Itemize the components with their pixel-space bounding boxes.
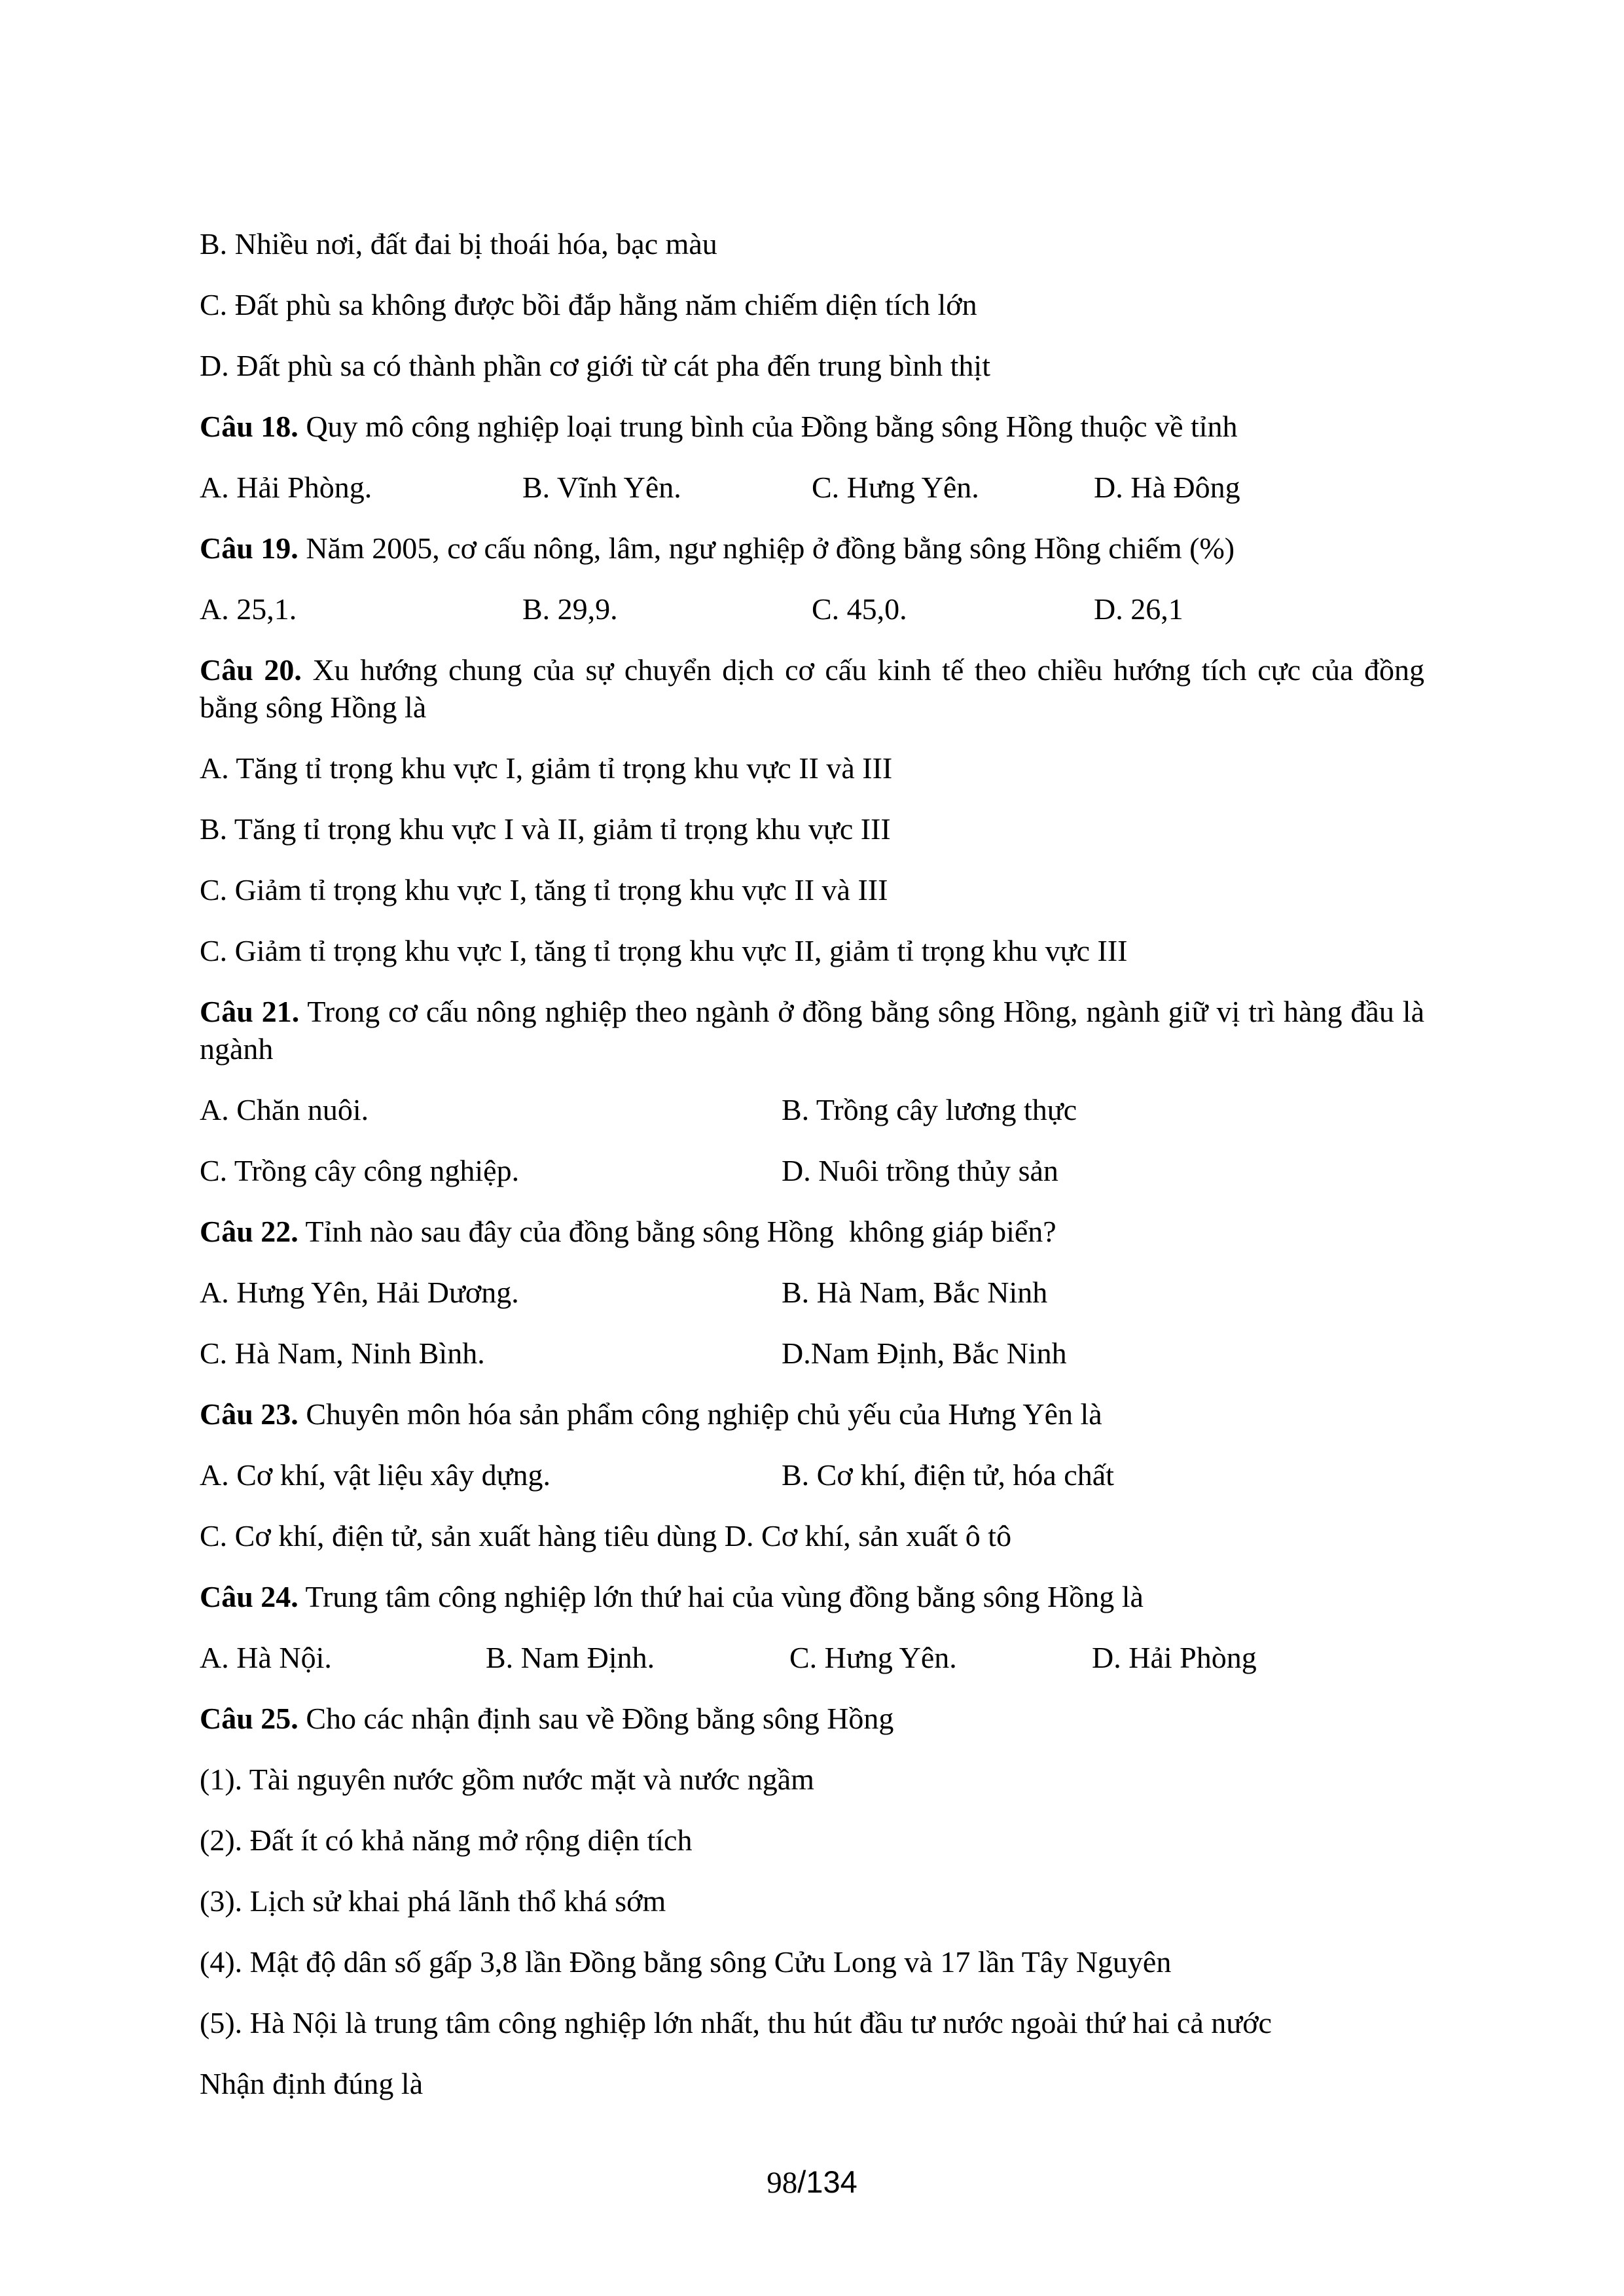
question-20-option-c2: C. Giảm tỉ trọng khu vực I, tăng tỉ trọng khu vực II, giảm tỉ trọng khu vực III [200, 934, 1128, 967]
question-21-options-ab [200, 1091, 1424, 1128]
question-18-text: Quy mô công nghiệp loại trung bình của Đồng bằng sông Hồng thuộc về tỉnh [298, 410, 1238, 443]
question-24-text: Trung tâm công nghiệp lớn thứ hai của vùng đồng bằng sông Hồng là [298, 1580, 1144, 1613]
page-number [0, 2163, 1624, 2202]
question-22-options-ab [200, 1274, 1424, 1311]
statement-3: (3). Lịch sử khai phá lãnh thổ khá sớm [200, 1884, 666, 1918]
question-19-text: Năm 2005, cơ cấu nông, lâm, ngư nghiệp ở đồng bằng sông Hồng chiếm (%) [298, 531, 1235, 565]
option-c: C. Hà Nam, Ninh Bình. [200, 1336, 485, 1370]
option-a: A. Chăn nuôi. [200, 1093, 369, 1126]
question-19-title [200, 529, 1424, 567]
question-24-options [200, 1639, 1424, 1676]
question-20-number: Câu 20. [200, 653, 302, 687]
carryover-option-d: D. Đất phù sa có thành phần cơ giới từ cát pha đến trung bình thịt [200, 349, 990, 382]
question-22-options-cd [200, 1335, 1424, 1372]
question-23-title [200, 1395, 1424, 1433]
question-23-options-ab [200, 1456, 1424, 1494]
question-20-title [200, 651, 1432, 726]
document-body [200, 225, 1432, 2126]
question-18-title [200, 408, 1424, 445]
option-b: B. Nam Định. [486, 1641, 655, 1674]
question-22-text: Tỉnh nào sau đây của đồng bằng sông Hồng không giáp biển? [298, 1215, 1056, 1248]
question-23-text: Chuyên môn hóa sản phẩm công nghiệp chủ yếu của Hưng Yên là [298, 1397, 1102, 1431]
option-c: C. 45,0. [812, 592, 907, 626]
option-b: B. 29,9. [522, 592, 618, 626]
option-b: B. Vĩnh Yên. [522, 471, 681, 504]
question-23-number: Câu 23. [200, 1397, 298, 1431]
question-25-title [200, 1700, 1424, 1737]
option-c: C. Hưng Yên. [812, 471, 979, 504]
option-a: A. 25,1. [200, 592, 297, 626]
question-18-options [200, 469, 1424, 506]
option-a: A. Hải Phòng. [200, 471, 372, 504]
question-23-options-cd: C. Cơ khí, điện tử, sản xuất hàng tiêu dùng D. Cơ khí, sản xuất ô tô [200, 1519, 1012, 1552]
option-a: A. Hà Nội. [200, 1641, 332, 1674]
page-number-total: /134 [797, 2164, 857, 2199]
question-24-title [200, 1578, 1424, 1615]
question-25-text: Cho các nhận định sau về Đồng bằng sông Hồng [298, 1702, 894, 1735]
statement-1: (1). Tài nguyên nước gồm nước mặt và nước ngầm [200, 1763, 814, 1796]
option-a: A. Cơ khí, vật liệu xây dựng. [200, 1458, 551, 1492]
question-22-title [200, 1213, 1424, 1250]
option-d: D. Hải Phòng [1092, 1641, 1257, 1674]
question-24-number: Câu 24. [200, 1580, 298, 1613]
option-c: C. Trồng cây công nghiệp. [200, 1154, 520, 1187]
question-21-options-cd [200, 1152, 1424, 1189]
option-b: B. Cơ khí, điện tử, hóa chất [782, 1458, 1114, 1492]
statement-4: (4). Mật độ dân số gấp 3,8 lần Đồng bằng sông Cửu Long và 17 lần Tây Nguyên [200, 1945, 1172, 1979]
carryover-option-b: B. Nhiều nơi, đất đai bị thoái hóa, bạc màu [200, 227, 717, 260]
question-25-number: Câu 25. [200, 1702, 298, 1735]
question-21-number: Câu 21. [200, 995, 300, 1028]
question-20-option-c1: C. Giảm tỉ trọng khu vực I, tăng tỉ trọng khu vực II và III [200, 873, 888, 906]
conclusion-line: Nhận định đúng là [200, 2067, 424, 2100]
option-d: D. Nuôi trồng thủy sản [782, 1154, 1058, 1187]
statement-5: (5). Hà Nội là trung tâm công nghiệp lớn nhất, thu hút đầu tư nước ngoài thứ hai cả nước [200, 2006, 1272, 2039]
statement-2: (2). Đất ít có khả năng mở rộng diện tích [200, 1823, 693, 1857]
question-21-title [200, 993, 1432, 1067]
option-b: B. Hà Nam, Bắc Ninh [782, 1276, 1048, 1309]
question-20-option-a: A. Tăng tỉ trọng khu vực I, giảm tỉ trọng khu vực II và III [200, 751, 893, 785]
option-d: D. 26,1 [1094, 592, 1183, 626]
question-22-number: Câu 22. [200, 1215, 298, 1248]
option-c: C. Hưng Yên. [789, 1641, 957, 1674]
question-19-number: Câu 19. [200, 531, 298, 565]
option-b: B. Trồng cây lương thực [782, 1093, 1077, 1126]
question-19-options [200, 590, 1424, 628]
option-a: A. Hưng Yên, Hải Dương. [200, 1276, 519, 1309]
carryover-option-c: C. Đất phù sa không được bồi đắp hằng năm chiếm diện tích lớn [200, 288, 977, 321]
question-21-text: Trong cơ cấu nông nghiệp theo ngành ở đồng bằng sông Hồng, ngành giữ vị trì hàng đầu là ngành [200, 995, 1432, 1066]
option-d: D.Nam Định, Bắc Ninh [782, 1336, 1067, 1370]
question-18-number: Câu 18. [200, 410, 298, 443]
question-20-option-b: B. Tăng tỉ trọng khu vực I và II, giảm tỉ trọng khu vực III [200, 812, 891, 846]
page-number-current: 98 [767, 2166, 798, 2200]
option-d: D. Hà Đông [1094, 471, 1240, 504]
question-20-text: Xu hướng chung của sự chuyển dịch cơ cấu kinh tế theo chiều hướng tích cực của đồng bằng sông Hồng là [200, 653, 1432, 724]
